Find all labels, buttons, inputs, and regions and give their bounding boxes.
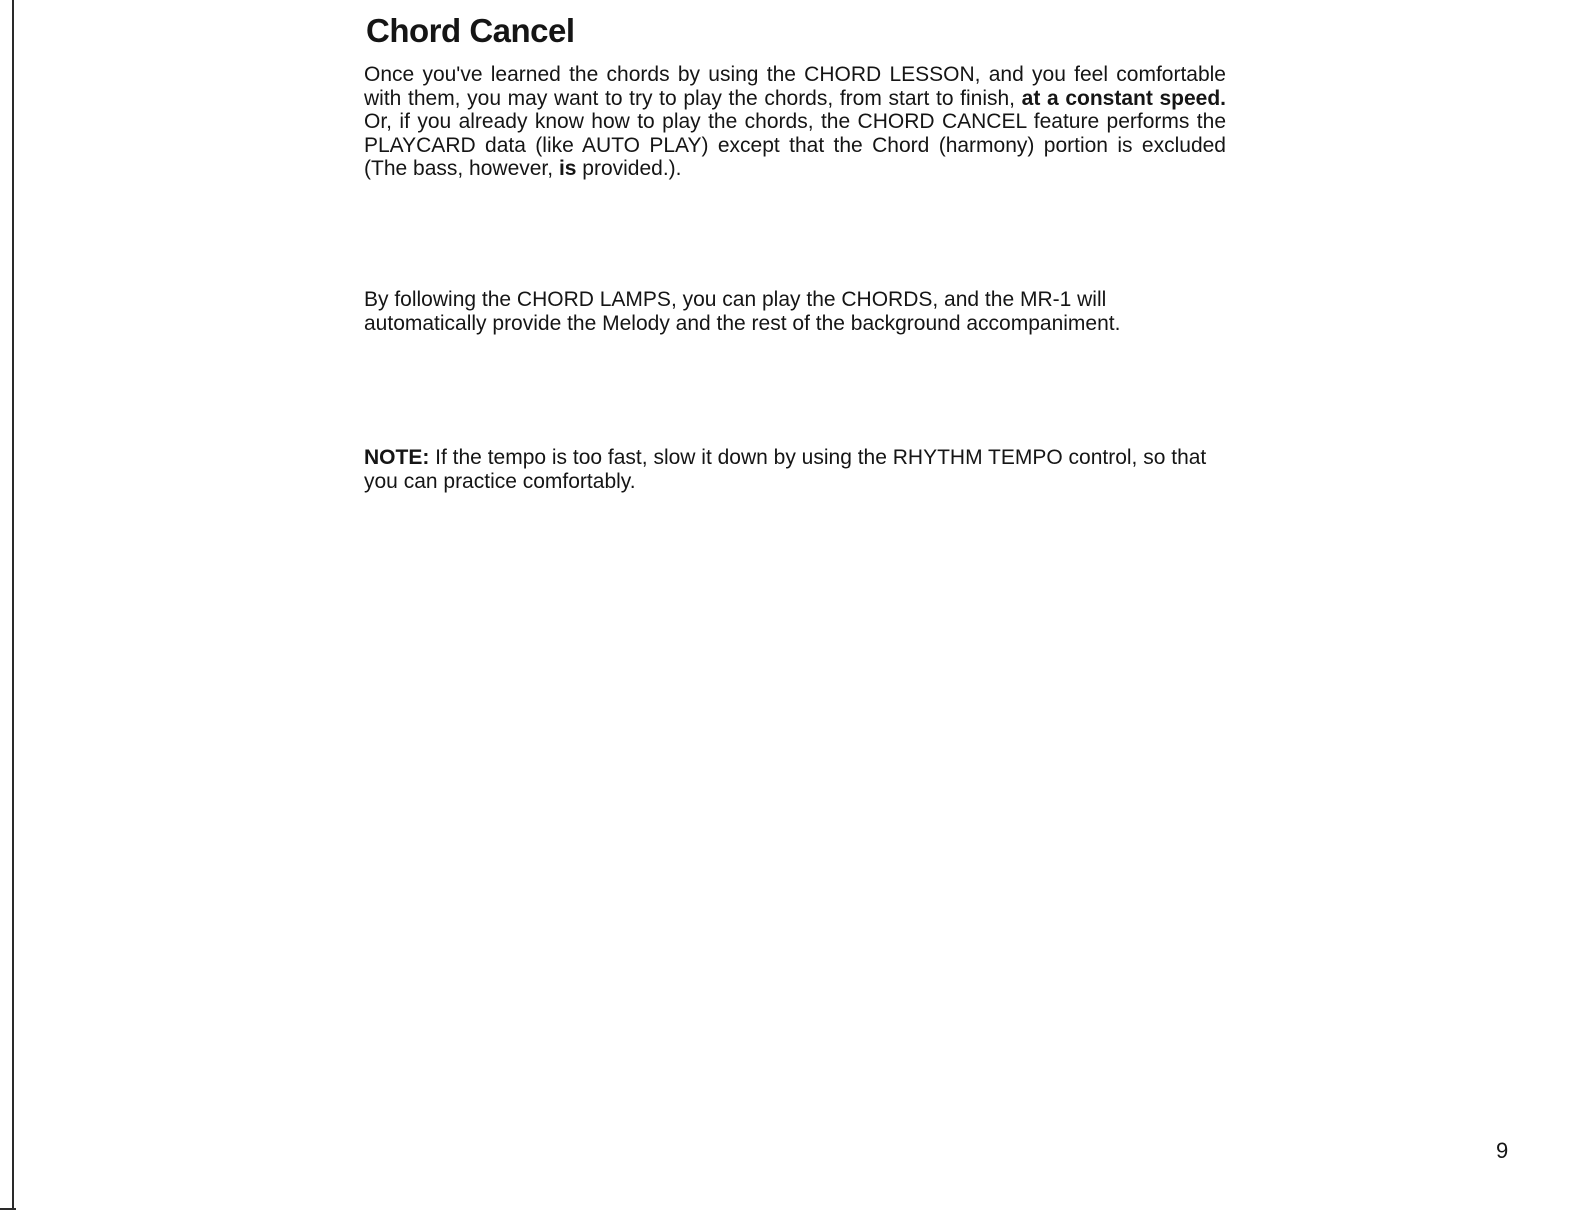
page-number: 9 xyxy=(1496,1138,1509,1163)
binding-edge xyxy=(12,0,14,1210)
intro-text-2: Or, if you already know how to play the chords, the CHORD CANCEL feature performs the PLAYCARD data (like AUTO PLAY) except that the Chord (harmony) portion is excluded (The bass, however, xyxy=(364,110,1226,180)
page-title: Chord Cancel xyxy=(366,12,575,49)
note-label: NOTE: xyxy=(364,446,430,469)
intro-text-3: provided.). xyxy=(576,157,682,180)
note-paragraph xyxy=(364,446,1226,493)
binding-edge-foot xyxy=(0,1208,16,1210)
intro-emphasis-is: is xyxy=(558,157,577,180)
intro-text-1: Once you've learned the chords by using the CHORD LESSON, and you feel comfortable with them, you may want to try to play the chords, from start to finish, xyxy=(364,63,1226,110)
intro-paragraph xyxy=(364,63,1226,181)
intro-emphasis-constant-speed: at a constant speed. xyxy=(1021,86,1227,110)
note-text: If the tempo is too fast, slow it down by using the RHYTHM TEMPO control, so that you can practice comfortably. xyxy=(364,446,1207,493)
chord-lamps-paragraph: By following the CHORD LAMPS, you can play the CHORDS, and the MR-1 will automatically provide the Melody and the rest of the background accompaniment. xyxy=(364,288,1121,335)
